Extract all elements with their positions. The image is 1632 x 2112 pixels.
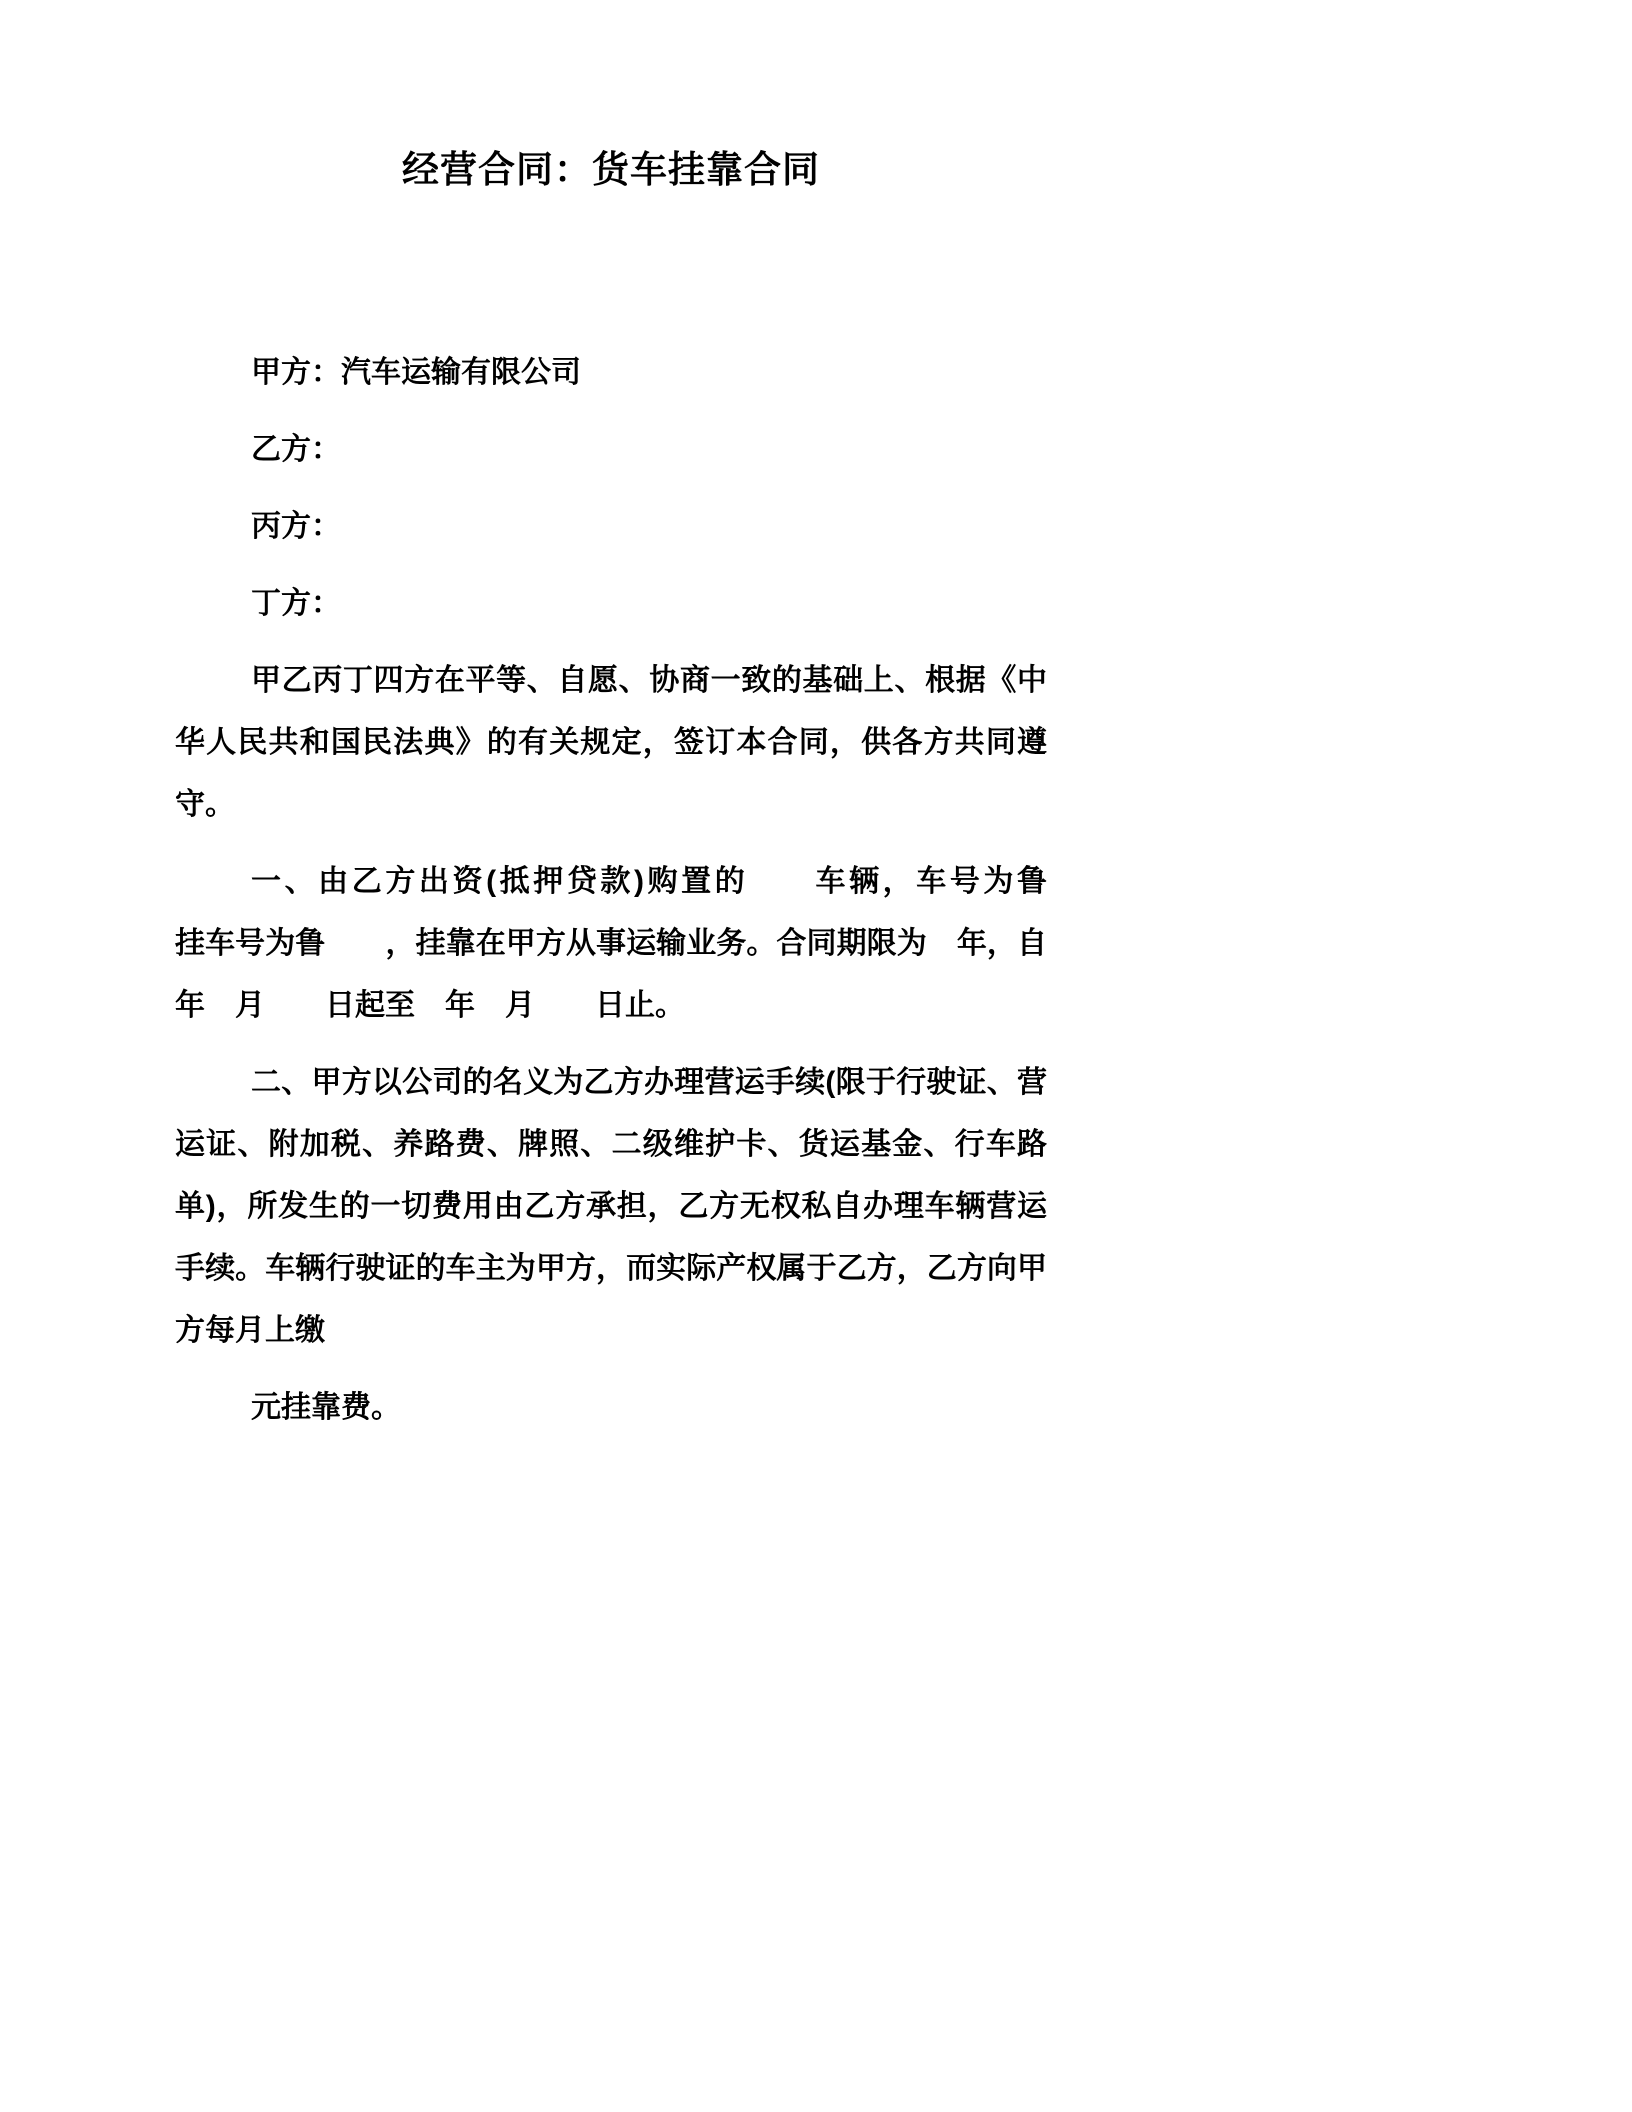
- party-b-line: 乙方：: [251, 433, 341, 467]
- party-c-line: 丙方：: [251, 510, 341, 544]
- clause-1-paragraph: 一、由乙方出资(抵押贷款)购置的 车辆，车号为鲁 挂车号为鲁 ，挂靠在甲方从事运输业务。合同期限为 年，自 年 月 日起至 年 月 日止。: [175, 865, 1167, 1023]
- preamble-paragraph: 甲乙丙丁四方在平等、自愿、协商一致的基础上、根据《中华人民共和国民法典》的有关规定，签订本合同，供各方共同遵守。: [175, 664, 1047, 822]
- document-page: [175, 0, 1167, 1454]
- affiliation-fee-line: 元挂靠费。: [251, 1391, 401, 1425]
- clause-2-paragraph: 二、甲方以公司的名义为乙方办理营运手续(限于行驶证、营运证、附加税、养路费、牌照、二级维护卡、货运基金、行车路单)，所发生的一切费用由乙方承担，乙方无权私自办理车辆营运手续。车辆行驶证的车主为甲方，而实际产权属于乙方，乙方向甲方每月上缴: [175, 1066, 1047, 1348]
- party-a-line: 甲方：汽车运输有限公司: [251, 356, 581, 390]
- party-d-line: 丁方：: [251, 587, 341, 621]
- document-title: 经营合同：货车挂靠合同: [402, 149, 820, 190]
